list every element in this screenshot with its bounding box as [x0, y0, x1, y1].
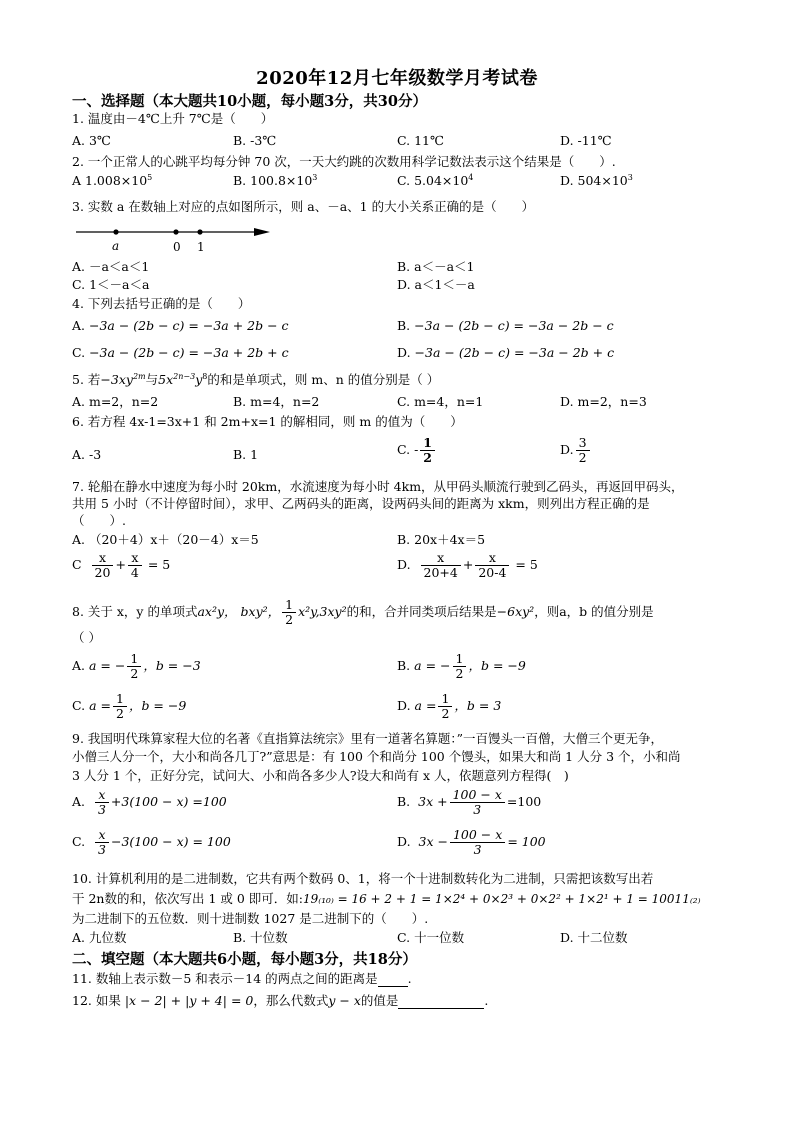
q6-option-c: C. - $\frac{1}{2}$: [397, 436, 437, 465]
q4-option-c: C. −3a − (2b − c) = −3a + 2b + c: [72, 345, 289, 360]
q9-option-b: B. 3x + $\frac{100 - x}{3}$ =100: [397, 787, 542, 817]
question-10-line-2: 干 2n数的和，依次写出 1 或 0 即可．如:19₍₁₀₎ = 16 + 2 + 1 = 1×2⁴ + 0×2³ + 0×2² + 1×2¹ + 1 = 10011₍₂₎: [72, 891, 701, 906]
point-0: [173, 229, 178, 234]
q6-option-b: B. 1: [233, 447, 259, 462]
label-1: 1: [197, 240, 205, 254]
question-9-line-2: 小僧三人分一个，大小和尚各几丁?”意思是：有 100 个和尚分 100 个馒头，如果大和尚 1 人分 3 个，小和尚: [72, 749, 681, 764]
question-10-line-3: 为二进制下的五位数．则十进制数 1027 是二进制下的（ ）.: [72, 911, 429, 926]
q10-option-b: B. 十位数: [233, 930, 288, 945]
q9-option-a: A. $\frac{x}{3}$ +3(100 − x) =100: [72, 787, 227, 817]
q5-option-b: B. m=4，n=2: [233, 394, 320, 409]
q2-option-c: C. $5.04\times 10^4$: [397, 172, 474, 188]
q7-option-b: B. 20x＋4x＝5: [397, 532, 486, 547]
question-2: 2. 一个正常人的心跳平均每分钟 70 次，一天大约跳的次数用科学记数法表示这个结果是（ ）.: [72, 154, 616, 169]
q2-option-a: A $1.008\times 10^5$: [72, 172, 153, 188]
q5-option-d: D. m=2，n=3: [560, 394, 647, 409]
q9-option-c: C. $\frac{x}{3}$ −3(100 − x) = 100: [72, 827, 231, 857]
answer-blank-11[interactable]: [378, 970, 408, 987]
q1-option-a: A. 3℃: [72, 133, 111, 148]
q1-option-c: C. 11℃: [397, 133, 444, 148]
q8-option-d: D. a = $\frac{1}{2}$ ，b = 3: [397, 691, 502, 721]
q10-option-d: D. 十二位数: [560, 930, 628, 945]
q2-option-d: D. $504\times 10^3$: [560, 172, 633, 188]
page-title: 2020年12月七年级数学月考试卷: [256, 68, 538, 89]
q6-option-a: A. -3: [72, 447, 102, 462]
q7-option-c: C $\frac{x}{20}$ + $\frac{x}{4}$ = 5: [72, 550, 171, 580]
question-5: 5. 若$-3xy^{2m}$与$5x^{2n-3}y^8$的和是单项式，则 m、n 的值分别是（ ）: [72, 371, 440, 387]
q10-option-c: C. 十一位数: [397, 930, 465, 945]
question-10-line-1: 10. 计算机利用的是二进制数，它共有两个数码 0、1，将一个十进制数转化为二进制，只需把该数写出若: [72, 871, 654, 886]
q3-option-b: B. a＜－a＜1: [397, 259, 475, 274]
q6-option-d: D. $\frac{3}{2}$: [560, 436, 592, 465]
section-heading-fill-blank: 二、填空题（本大题共6小题，每小题3分，共18分）: [72, 951, 417, 968]
q7-option-a: A. （20＋4）x＋（20－4）x＝5: [72, 532, 259, 547]
question-4: 4. 下列去括号正确的是（ ）: [72, 296, 251, 311]
q2-option-b: B. $100.8\times 10^3$: [233, 172, 318, 188]
q8-option-b: B. a = − $\frac{1}{2}$ ，b = −9: [397, 651, 526, 681]
label-0: 0: [173, 240, 181, 254]
point-a: [113, 229, 118, 234]
question-12: 12. 如果 |x − 2| + |y + 4| = 0，那么代数式y − x的值是 .: [72, 993, 489, 1008]
answer-blank-12[interactable]: [398, 992, 484, 1009]
q5-option-c: C. m=4，n=1: [397, 394, 484, 409]
q3-option-c: C. 1＜－a＜a: [72, 277, 150, 292]
q5-option-a: A. m=2，n=2: [72, 394, 159, 409]
q7-option-d: D. $\frac{x}{20+4}$ + $\frac{x}{20-4}$ = 5: [397, 550, 538, 580]
q4-option-a: A. −3a − (2b − c) = −3a + 2b − c: [72, 318, 289, 333]
question-3: 3. 实数 a 在数轴上对应的点如图所示，则 a、－a、1 的大小关系正确的是（ ）: [72, 199, 535, 214]
label-a: a: [112, 239, 120, 253]
q1-option-d: D. -11℃: [560, 133, 612, 148]
q1-option-b: B. -3℃: [233, 133, 277, 148]
section-heading-choice: 一、选择题（本大题共10小题，每小题3分，共30分）: [72, 93, 427, 110]
question-8-line-2: （ ）: [72, 630, 101, 645]
question-1: 1. 温度由－4℃上升 7℃是（ ）: [72, 111, 274, 126]
question-11: 11. 数轴上表示数－5 和表示－14 的两点之间的距离是 .: [72, 971, 412, 986]
question-8-line-1: 8. 关于 x，y 的单项式ax²y， bxy²， $\frac{1}{2}$ x²y,3xy²的和，合并同类项后结果是−6xy²，则a，b 的值分别是: [72, 597, 654, 627]
q8-option-c: C. a = $\frac{1}{2}$ ，b = −9: [72, 691, 187, 721]
q10-option-a: A. 九位数: [72, 930, 127, 945]
question-9-line-1: 9. 我国明代珠算家程大位的名著《直指算法统宗》里有一道著名算题：”一百馒头一百僧，大僧三个更无争，: [72, 731, 664, 746]
q8-option-a: A. a = − $\frac{1}{2}$ ，b = −3: [72, 651, 201, 681]
q4-option-b: B. −3a − (2b − c) = −3a − 2b − c: [397, 318, 614, 333]
question-7-line-2: 共用 5 小时（不计停留时间），求甲、乙两码头的距离，设两码头间的距离为 xkm，则列出方程正确的是: [72, 496, 650, 511]
point-1: [197, 229, 202, 234]
number-line-figure: [72, 220, 282, 256]
question-6: 6. 若方程 4x-1=3x+1 和 2m+x=1 的解相同，则 m 的值为（ ）: [72, 414, 463, 429]
question-7-line-1: 7. 轮船在静水中速度为每小时 20km，水流速度为每小时 4km，从甲码头顺流行驶到乙码头，再返回甲码头，: [72, 479, 684, 494]
q9-option-d: D. 3x − $\frac{100 - x}{3}$ = 100: [397, 827, 546, 857]
number-line-arrow: [254, 228, 270, 236]
question-7-line-3: （ ）.: [72, 513, 126, 528]
question-9-line-3: 3 人分 1 个，正好分完，试问大、小和尚各多少人?设大和尚有 x 人，依题意列方程得( ): [72, 768, 569, 783]
q3-option-a: A. －a＜a＜1: [72, 259, 150, 274]
q4-option-d: D. −3a − (2b − c) = −3a − 2b + c: [397, 345, 615, 360]
q3-option-d: D. a＜1＜－a: [397, 277, 475, 292]
